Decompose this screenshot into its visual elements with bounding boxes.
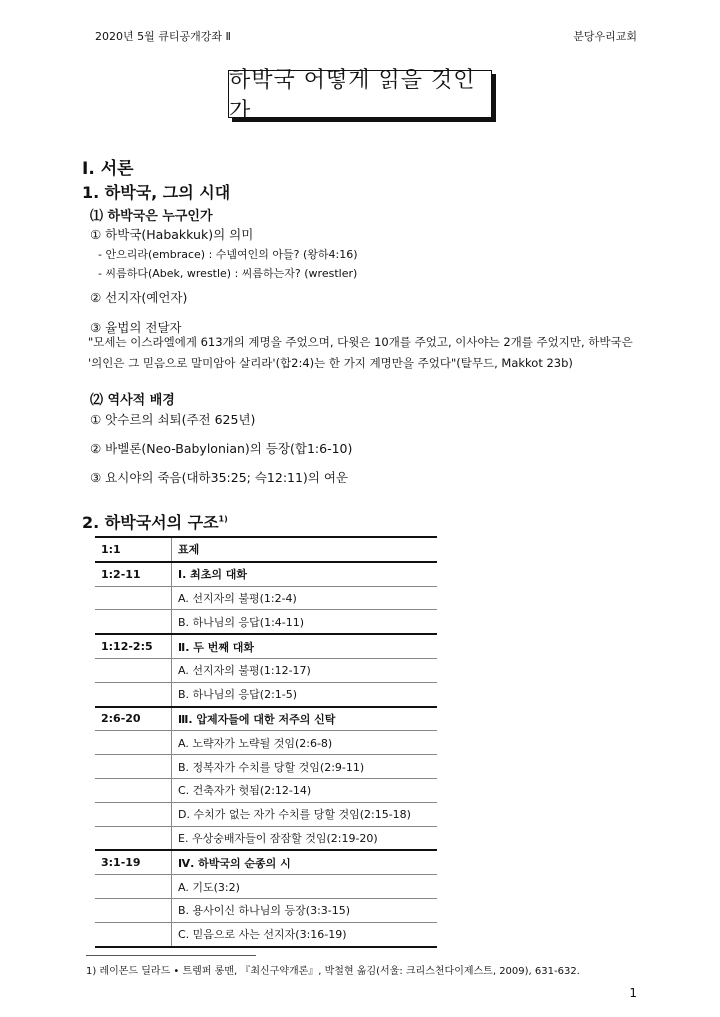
item-name-meaning: ① 하박국(Habakkuk)의 의미 (90, 227, 254, 242)
table-row (95, 610, 437, 634)
table-row (95, 898, 437, 922)
table-cell-outline-text: C. 건축자가 헛됨(2:12-14) (172, 778, 438, 802)
table-row (95, 658, 437, 682)
table-cell-reference (95, 682, 172, 706)
header-church-name: 분당우리교회 (573, 30, 637, 43)
header-course-label: 2020년 5월 큐티공개강좌 Ⅱ (95, 30, 231, 43)
table-cell-outline-text: Ⅰ. 최초의 대화 (172, 562, 438, 586)
table-cell-outline-text: A. 기도(3:2) (172, 875, 438, 899)
footnote-text: 1) 레이몬드 딜라드 • 트렘퍼 롱맨, 『최신구약개론』, 박철현 옮김(서울: 크리스천다이제스트, 2009), 631-632. (86, 966, 580, 977)
table-cell-reference: 2:6-20 (95, 707, 172, 731)
table-cell-outline-text: Ⅳ. 하박국의 순종의 시 (172, 850, 438, 874)
table-cell-outline-text: A. 선지자의 불평(1:2-4) (172, 586, 438, 610)
subsection-heading-structure (82, 510, 228, 533)
table-cell-outline-text: C. 믿음으로 사는 선지자(3:16-19) (172, 922, 438, 946)
section-heading-intro: I. 서론 (82, 159, 134, 179)
table-row (95, 707, 437, 731)
bullet-wrestle: - 씨름하다(Abek, wrestle) : 씨름하는자? (wrestler) (98, 267, 358, 280)
footnote-marker: 1) (218, 514, 228, 524)
structure-heading-text: 2. 하박국서의 구조 (82, 513, 219, 532)
table-cell-reference: 3:1-19 (95, 850, 172, 874)
table-cell-reference: 1:1 (95, 537, 172, 562)
table-cell-reference (95, 755, 172, 779)
item-assyria-decline: ① 앗수르의 쇠퇴(주전 625년) (90, 412, 256, 427)
table-cell-reference (95, 778, 172, 802)
item-josiah-death: ③ 요시야의 죽음(대하35:25; 슥12:11)의 여운 (90, 470, 349, 485)
table-row (95, 537, 437, 562)
table-row (95, 731, 437, 755)
subsection-heading-era: 1. 하박국, 그의 시대 (82, 183, 231, 202)
table-cell-reference (95, 826, 172, 850)
table-row (95, 562, 437, 586)
table-cell-outline-text: Ⅲ. 압제자들에 대한 저주의 신탁 (172, 707, 438, 731)
item-law-messenger: ③ 율법의 전달자 (90, 320, 182, 335)
table-row (95, 922, 437, 946)
footnote-divider (86, 955, 256, 956)
table-row (95, 755, 437, 779)
table-cell-outline-text: A. 노략자가 노략될 것임(2:6-8) (172, 731, 438, 755)
part-heading-history: ⑵ 역사적 배경 (90, 393, 175, 408)
table-cell-reference (95, 922, 172, 946)
structure-outline-table (95, 536, 437, 948)
table-cell-reference: 1:12-2:5 (95, 634, 172, 658)
table-cell-outline-text: E. 우상숭배자들이 잠잠할 것임(2:19-20) (172, 826, 438, 850)
table-cell-reference (95, 731, 172, 755)
table-cell-reference (95, 898, 172, 922)
table-row (95, 682, 437, 706)
item-prophet: ② 선지자(예언자) (90, 290, 188, 305)
table-cell-outline-text: B. 하나님의 응답(1:4-11) (172, 610, 438, 634)
table-cell-outline-text: B. 정복자가 수치를 당할 것임(2:9-11) (172, 755, 438, 779)
table-row (95, 778, 437, 802)
table-cell-outline-text: 표제 (172, 537, 438, 562)
table-cell-reference (95, 610, 172, 634)
table-row (95, 850, 437, 874)
part-heading-who: ⑴ 하박국은 누구인가 (90, 209, 213, 224)
talmud-quote: "모세는 이스라엘에게 613개의 계명을 주었으며, 다윗은 10개를 주었고, 이사야는 2개를 주었지만, 하박국은 '의인은 그 믿음으로 말미암아 살리라'(합2:4)는 한 가지 계명만을 주었다"(탈무드, Makkot 23b) (88, 335, 633, 370)
document-title (228, 68, 492, 124)
page-number: 1 (629, 986, 637, 1000)
table-cell-reference (95, 802, 172, 826)
table-cell-outline-text: B. 용사이신 하나님의 등장(3:3-15) (172, 898, 438, 922)
table-cell-outline-text: D. 수치가 없는 자가 수치를 당할 것임(2:15-18) (172, 802, 438, 826)
document-title-text: 하박국 어떻게 읽을 것인가 (229, 68, 476, 124)
table-row (95, 634, 437, 658)
table-cell-outline-text: Ⅱ. 두 번째 대화 (172, 634, 438, 658)
bullet-embrace: - 안으리라(embrace) : 수넴여인의 아들? (왕하4:16) (98, 248, 358, 261)
table-row (95, 875, 437, 899)
table-row (95, 586, 437, 610)
item-babylon-rise: ② 바벨론(Neo-Babylonian)의 등장(합1:6-10) (90, 441, 353, 456)
table-cell-reference (95, 875, 172, 899)
table-cell-reference (95, 658, 172, 682)
table-cell-reference (95, 586, 172, 610)
table-cell-reference: 1:2-11 (95, 562, 172, 586)
table-row (95, 826, 437, 850)
table-row (95, 802, 437, 826)
table-cell-outline-text: B. 하나님의 응답(2:1-5) (172, 682, 438, 706)
table-cell-outline-text: A. 선지자의 불평(1:12-17) (172, 658, 438, 682)
